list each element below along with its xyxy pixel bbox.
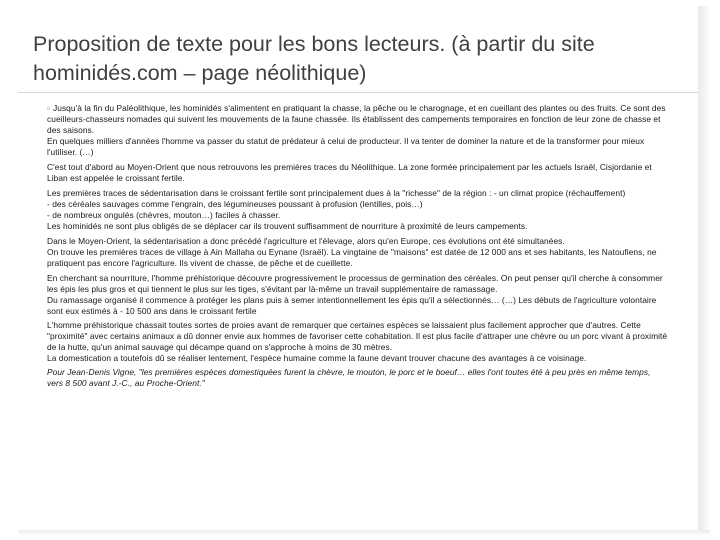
text-body [47,103,668,393]
slide-shadow-right [698,6,710,530]
slide-title [33,30,693,88]
slide-title-line-1: Proposition de texte pour les bons lecteurs. (à partir du site [33,32,595,56]
paragraph-5: En cherchant sa nourriture, l'homme préhistorique découvre progressivement le processus de germination des céréales. On peut penser qu'il cherche à consommer les épis les plus gros et qui tiennent le plus sur les tiges, s'évitant par là-même un travail supplémentaire de ramassage. Du ramassage organisé il commence à protéger les plans puis à semer intentionnellement les épis qu'il a sélectionnés… (…) Les débuts de l'agriculture volontaire sont eux estimés à - 10 500 ans dans le croissant fertile [47,273,663,316]
quote-paragraph: Pour Jean-Denis Vigne, "les premières espèces domestiquées furent la chèvre, le mouton, le porc et le boeuf… elles l'ont toutes été à peu près en même temps, vers 8 500 avant J.-C., au Proche-Orient." [47,367,651,388]
bullet-icon: ▫ [47,103,51,113]
paragraph-1 [47,103,668,158]
slide-title-line-2: hominidés.com – page néolithique) [33,61,367,85]
paragraph-6: L'homme préhistorique chassait toutes sortes de proies avant de remarquer que certaines espèces se laissaient plus facilement approcher que d'autres. Cette "proximité" avec certains animaux a dû donner envie aux hommes de favoriser cette cohabitation. Il est plus facile d'attraper une chèvre ou un porc vivant à proximité de la hutte, qu'un animal sauvage qui décampe quand on s'approche à moins de 30 mètres. La domestication a toutefois dû se réaliser lentement, l'espèce humaine comme la faune devant trouver chacune des avantages à ce voisinage. [47,320,668,363]
paragraph-2: C'est tout d'abord au Moyen-Orient que nous retrouvons les premières traces du Néolithique. La zone formée principalement par les actuels Israël, Cisjordanie et Liban est appelée le croissant fertile. [47,162,652,183]
paragraph-3: Les premières traces de sédentarisation dans le croissant fertile sont principalement dues à la "richesse" de la région : - un climat propice (réchauffement) - des céréales sauvages comme l'engrain, des légumineuses poussant à profusion (lentilles, pois…) - de nombreux ongulés (chèvres, mouton…) faciles à chasser. Les hominidés ne sont plus obligés de se déplacer car ils trouvent suffisamment de nourriture à proximité de leurs campements. [47,188,626,231]
paragraph-4: Dans le Moyen-Orient, la sédentarisation a donc précédé l'agriculture et l'élevage, alors qu'en Europe, ces évolutions ont été simultanées. On trouve les premières traces de village à Ain Mallaha ou Eynane (Israël). La vingtaine de "maisons" est datée de 12 000 ans et ses habitants, les Natoufiens, ne pratiquent pas encore l'agriculture. Ils vivent de chasse, de pêche et de cueillette. [47,236,657,268]
paragraph-1-text: Jusqu'à la fin du Paléolithique, les hominidés s'alimentent en pratiquant la chasse, la pêche ou le charognage, et en cueillant des plantes ou des fruits. Ce sont des cueilleurs-chasseurs nomades qui suivent les mouvements de la faune chassée. Ils établissent des campements temporaires en fonction de leur zone de chasse et des saisons. En quelques milliers d'années l'homme va passer du statut de prédateur à celui de producteur. Il va tenter de dominer la nature et de la transformer pour mieux l'utiliser. (…) [47,103,666,157]
